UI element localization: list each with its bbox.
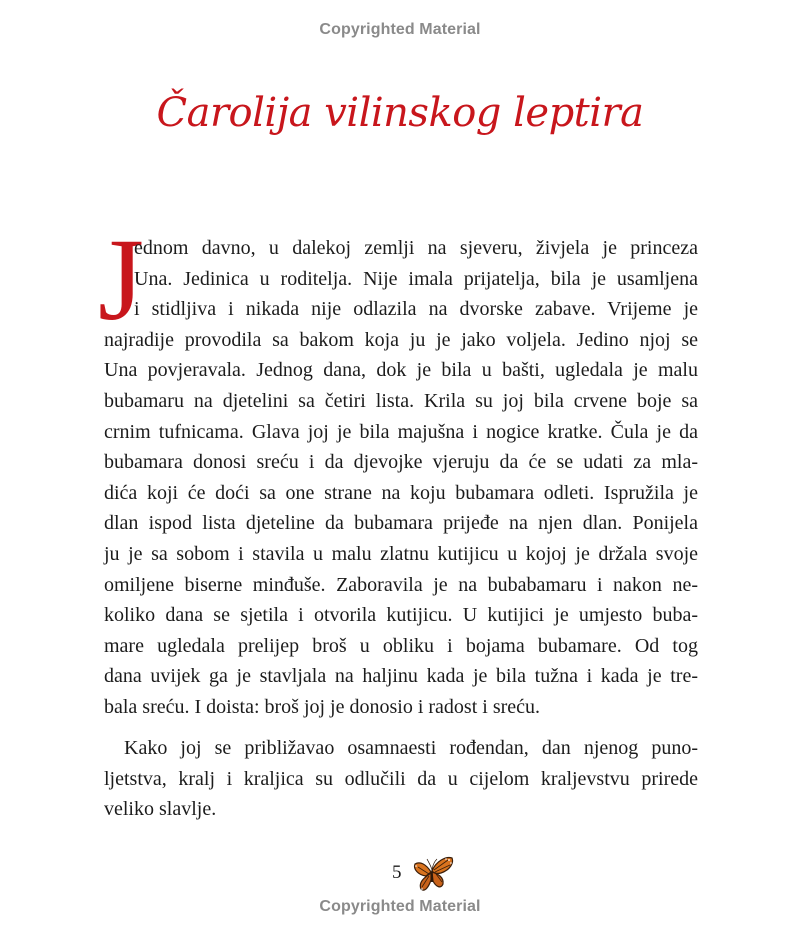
text-line: crnim tufnicama. Glava joj je bila majušna i nogice kratke. Čula je da: [104, 420, 698, 443]
drop-cap-letter: J: [98, 214, 144, 345]
page-number: 5: [392, 862, 402, 883]
text-line: Una povjeravala. Jednog dana, dok je bila u bašti, ugledala je malu: [104, 359, 698, 382]
text-line: veliko slavlje.: [104, 798, 217, 821]
copyright-watermark-bottom: Copyrighted Material: [319, 898, 481, 915]
copyright-watermark-top: Copyrighted Material: [319, 21, 481, 38]
text-line: Una. Jedinica u roditelja. Nije imala prijatelja, bila je usamljena: [134, 267, 698, 290]
text-line: bubamara donosi sreću i da djevojke vjeruju da će se udati za mla-: [104, 451, 698, 474]
text-line: dlan ispod lista djeteline da bubamara prijeđe na njen dlan. Ponijela: [104, 512, 698, 535]
paragraph-1: [104, 233, 698, 723]
text-line: mare ugledala prelijep broš u obliku i bojama bubamare. Od tog: [104, 634, 698, 657]
text-line: dića koji će doći sa one strane na koju bubamara odleti. Ispružila je: [104, 481, 698, 504]
text-line: ednom davno, u dalekoj zemlji na sjeveru, živjela je princeza: [134, 237, 698, 259]
text-line: dana uvijek ga je stavljala na haljinu kada je bila tužna i kada je tre-: [104, 665, 698, 688]
text-line: ju je sa sobom i stavila u malu zlatnu kutijicu u kojoj je držala svoje: [104, 542, 698, 565]
text-line: bubamaru na djetelini sa četiri lista. Krila su joj bila crvene boje sa: [104, 389, 698, 412]
text-line: i stidljiva i nikada nije odlazila na dvorske zabave. Vrijeme je: [134, 298, 698, 321]
text-line: najradije provodila sa bakom koja ju je jako voljela. Jedino njoj se: [104, 328, 698, 351]
chapter-title: Čarolija vilinskog leptira: [156, 90, 644, 136]
paragraph-2: [104, 733, 698, 825]
text-line: ljetstva, kralj i kraljica su odlučili da u cijelom kraljevstvu prirede: [104, 767, 698, 790]
text-line: koliko dana se sjetila i otvorila kutijicu. U kutijici je umjesto buba-: [104, 604, 698, 627]
butterfly-icon: [410, 855, 454, 895]
text-line: omiljene biserne minđuše. Zaboravila je na bubabamaru i nakon ne-: [104, 573, 698, 596]
text-line: Kako joj se približavao osamnaesti rođendan, dan njenog puno-: [124, 737, 698, 759]
text-line: bala sreću. I doista: broš joj je donosio i radost i sreću.: [104, 695, 541, 718]
